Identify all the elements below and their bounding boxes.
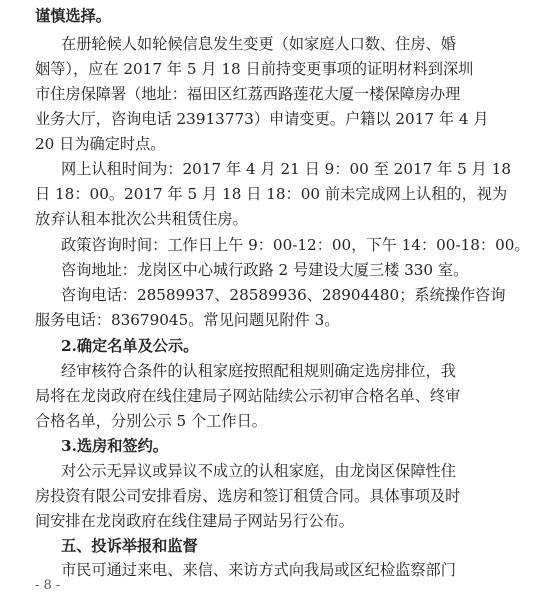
- text-line: 服务电话：83679045。常见问题见附件 3。: [35, 311, 340, 329]
- text-line: 谨慎选择。: [35, 7, 111, 25]
- page-number: - 8 -: [35, 578, 61, 593]
- text-line: 在册轮候人如轮候信息发生变更（如家庭人口数、住房、婚: [61, 35, 456, 53]
- text-line: 局将在龙岗政府在线住建局子网站陆续公示初审合格名单、终审: [35, 387, 461, 405]
- section-heading: 3.选房和签约。: [61, 437, 168, 455]
- text-line: 业务大厅，咨询电话 23913773）申请变更。户籍以 2017 年 4 月: [35, 110, 489, 128]
- text-line: 姻等），应在 2017 年 5 月 18 日前持变更事项的证明材料到深圳: [35, 60, 474, 78]
- text-line: 对公示无异议或异议不成立的认租家庭，由龙岗区保障性住: [61, 462, 456, 480]
- text-line: 市民可通过来电、来信、来访方式向我局或区纪检监察部门: [61, 561, 456, 579]
- text-line: 合格名单，分别公示 5 个工作日。: [35, 412, 267, 430]
- text-line: 间安排在龙岗政府在线住建局子网站另行公布。: [35, 512, 354, 530]
- section-heading: 五、投诉举报和监督: [61, 537, 198, 555]
- text-line: 房投资有限公司安排看房、选房和签订租赁合同。具体事项及时: [35, 487, 461, 505]
- text-line: 咨询电话：28589937、28589936、28904480；系统操作咨询: [61, 286, 506, 304]
- text-line: 经审核符合条件的认租家庭按照配租规则确定选房排位，我: [61, 362, 456, 380]
- text-line: 日 18：00。2017 年 5 月 18 日 18：00 前未完成网上认租的，视为: [35, 185, 508, 203]
- text-line: 20 日为确定时点。: [35, 135, 166, 153]
- section-heading: 2.确定名单及公示。: [61, 337, 199, 355]
- text-line: 政策咨询时间：工作日上午 9：00-12：00，下午 14：00-18：00。: [61, 236, 530, 254]
- text-line: 网上认租时间为：2017 年 4 月 21 日 9：00 至 2017 年 5 月 18: [61, 160, 512, 178]
- text-line: 咨询地址：龙岗区中心城行政路 2 号建设大厦三楼 330 室。: [61, 261, 469, 279]
- text-line: 放弃认租本批次公共租赁住房。: [35, 210, 248, 228]
- text-line: 市住房保障署（地址：福田区红荔西路莲花大厦一楼保障房办理: [35, 85, 461, 103]
